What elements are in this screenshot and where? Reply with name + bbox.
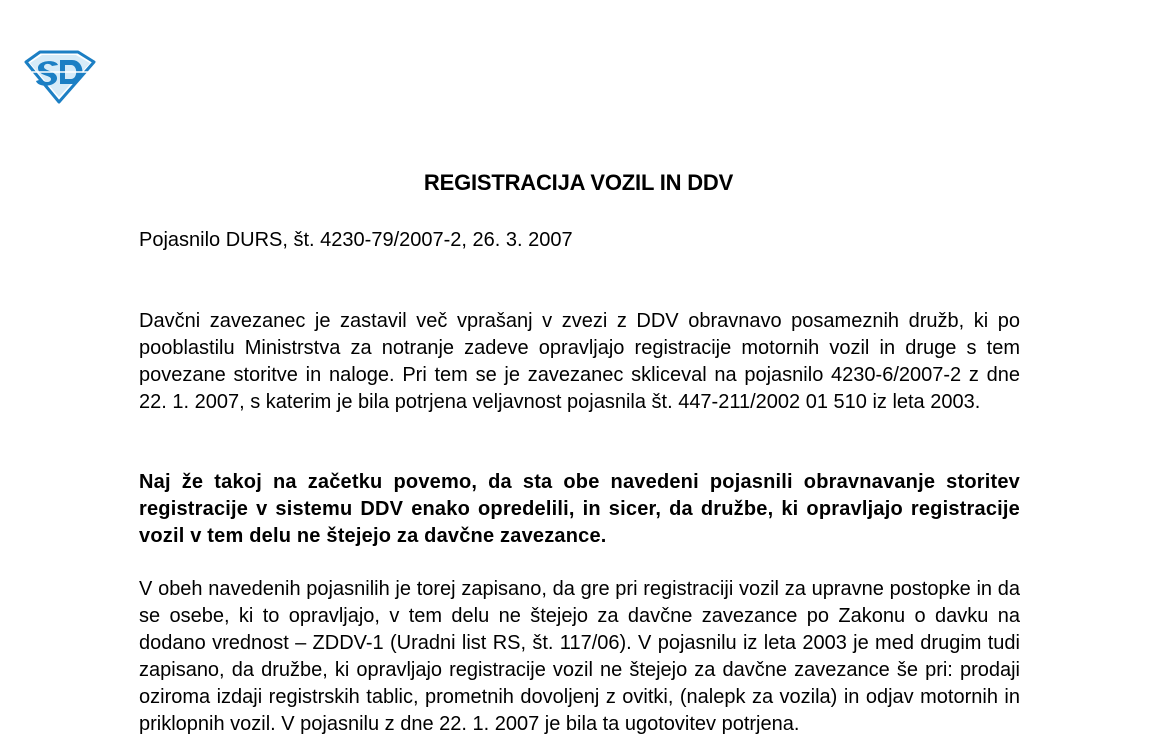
company-logo-icon <box>22 48 96 104</box>
paragraph-1: Davčni zavezanec je zastavil več vprašanj v zvezi z DDV obravnavo posameznih družb, ki po pooblastilu Ministrstva za notranje zadeve opravljajo registracije motornih vozil in druge s tem povezane storitve in naloge. Pri tem se je zavezanec skliceval na pojasnilo 4230-6/2007-2 z dne 22. 1. 2007, s katerim je bila potrjena veljavnost pojasnila št. 447-211/2002 01 510 iz leta 2003. <box>139 310 1020 413</box>
paragraph-2-bold: Naj že takoj na začetku povemo, da sta obe navedeni pojasnili obravnavanje storitev registracije v sistemu DDV enako opredelili, in sicer, da družbe, ki opravljajo registracije vozil v tem delu ne štejejo za davčne zavezance. <box>139 471 1020 547</box>
document-title: REGISTRACIJA VOZIL IN DDV <box>423 170 734 195</box>
document-subtitle: Pojasnilo DURS, št. 4230-79/2007-2, 26. 3. 2007 <box>139 229 573 251</box>
paragraph-3: V obeh navedenih pojasnilih je torej zapisano, da gre pri registraciji vozil za upravne postopke in da se osebe, ki to opravljajo, v tem delu ne štejejo za davčne zavezance po Zakonu o davku na dodano vrednost – ZDDV-1 (Uradni list RS, št. 117/06). V pojasnilu iz leta 2003 je med drugim tudi zapisano, da družbe, ki opravljajo registracije vozil ne štejejo za davčne zavezance še pri: prodaji oziroma izdaji registrskih tablic, prometnih dovoljenj z ovitki, (nalepk za vozila) in odjav motornih in priklopnih vozil. V pojasnilu z dne 22. 1. 2007 je bila ta ugotovitev potrjena. <box>139 578 1020 735</box>
